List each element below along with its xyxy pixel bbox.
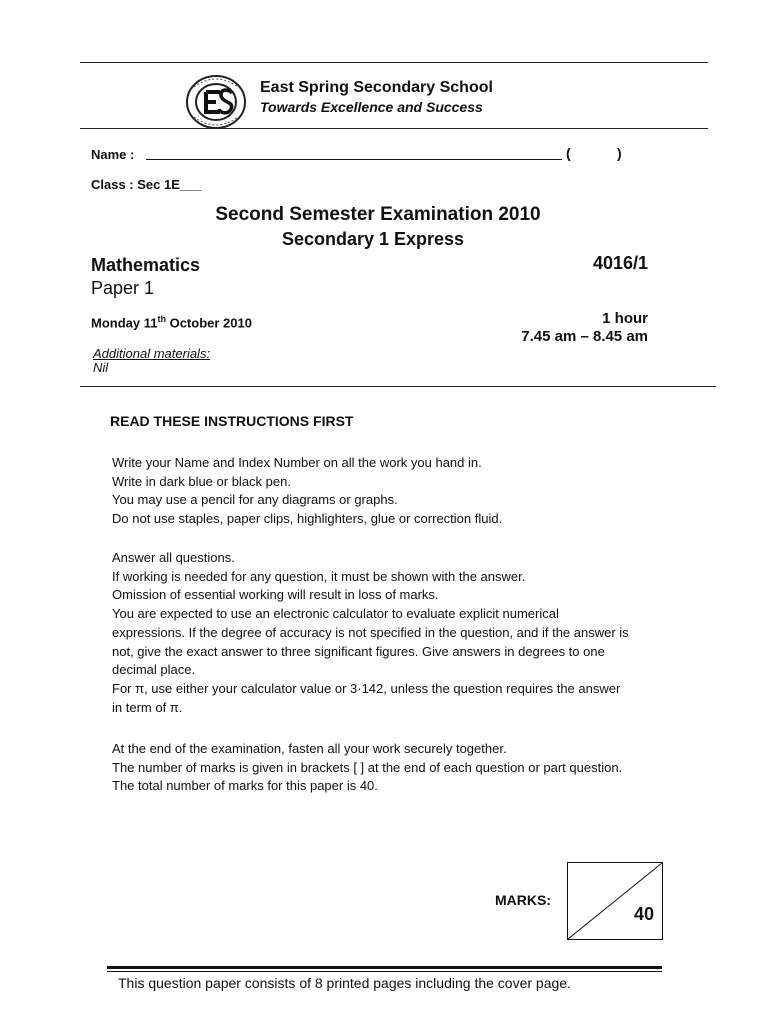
footer-note: This question paper consists of 8 printed pages including the cover page. [118, 975, 571, 991]
exam-title: Second Semester Examination 2010 [215, 204, 541, 225]
instruction-line: Write your Name and Index Number on all the work you hand in. [112, 455, 482, 470]
exam-date [91, 314, 252, 330]
instruction-line: If working is needed for any question, it must be shown with the answer. [112, 568, 526, 584]
instruction-line: expressions. If the degree of accuracy is not specified in the question, and if the answer is [112, 624, 629, 640]
school-name: East Spring Secondary School [260, 79, 493, 96]
instruction-line: Do not use staples, paper clips, highlighters, glue or correction fluid. [112, 511, 503, 527]
exam-time-range: 7.45 am – 8.45 am [521, 328, 648, 345]
level-title: Secondary 1 Express [281, 229, 465, 249]
instruction-line: The number of marks is given in brackets [ ] at the end of each question or part question. [112, 759, 623, 775]
date-day: Monday 11 [91, 315, 158, 331]
instruction-line: Answer all questions. [112, 550, 235, 565]
instruction-line: Write in dark blue or black pen. [112, 473, 291, 489]
marks-box [567, 862, 663, 940]
instructions-paragraph-3 [112, 740, 712, 796]
marks-label: MARKS: [495, 892, 551, 908]
subject-title: Mathematics [91, 255, 201, 275]
marks-box-diagonal [568, 863, 662, 939]
instruction-line: For π, use either your calculator value or 3·142, unless the question requires the answer [112, 680, 621, 696]
additional-materials-label: Additional materials: [93, 346, 211, 361]
school-motto: Towards Excellence and Success [260, 99, 483, 115]
instruction-line: decimal place. [112, 662, 196, 678]
date-ordinal: th [157, 314, 166, 324]
name-field[interactable] [146, 159, 562, 160]
instruction-line: in term of π. [112, 699, 183, 715]
index-number-open-bracket: ( [566, 145, 571, 161]
instructions-paragraph-1 [112, 454, 712, 529]
instructions-heading: READ THESE INSTRUCTIONS FIRST [110, 413, 354, 429]
paper-number: Paper 1 [91, 278, 155, 298]
instruction-line: You may use a pencil for any diagrams or graphs. [112, 492, 398, 508]
school-crest-icon [184, 73, 248, 131]
paper-code: 4016/1 [592, 253, 648, 273]
top-rule [80, 62, 708, 63]
footer-rule [107, 966, 662, 969]
instruction-line: The total number of marks for this paper is 40. [112, 778, 378, 794]
name-label: Name : [91, 147, 135, 162]
instruction-line: not, give the exact answer to three significant figures. Give answers in degrees to one [112, 643, 605, 659]
instructions-paragraph-2 [112, 549, 712, 717]
marks-total: 40 [633, 904, 654, 924]
exam-duration: 1 hour [602, 310, 648, 327]
section-rule [80, 386, 716, 387]
footer-rule-thin [107, 971, 662, 972]
date-month-year: October 2010 [165, 315, 252, 331]
instruction-line: You are expected to use an electronic calculator to evaluate explicit numerical [112, 606, 559, 622]
additional-materials-value: Nil [93, 360, 109, 375]
instruction-line: Omission of essential working will result in loss of marks. [112, 587, 439, 603]
header-rule [80, 128, 708, 129]
class-field[interactable]: Class : Sec 1E___ [91, 177, 202, 192]
index-number-close-bracket: ) [617, 145, 622, 161]
instruction-line: At the end of the examination, fasten all your work securely together. [112, 741, 507, 756]
